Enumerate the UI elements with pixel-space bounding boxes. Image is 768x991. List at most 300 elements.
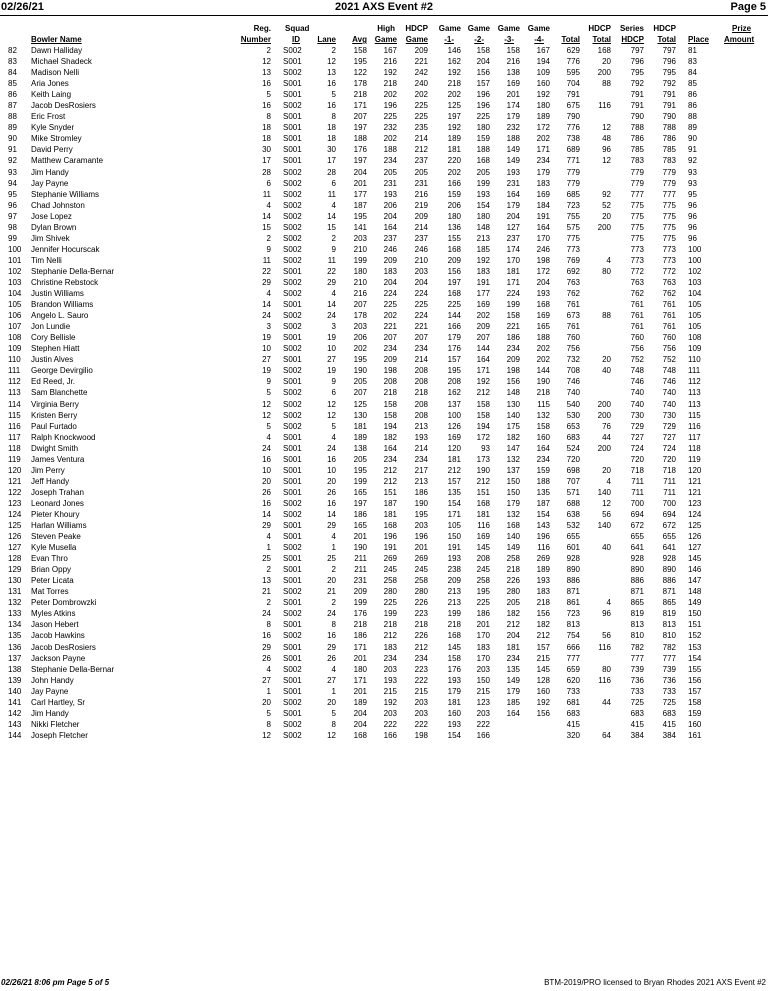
reg-number-cell: 14 [262,211,271,221]
row-number-cell: 115 [8,410,21,420]
place-cell: 103 [688,277,702,287]
hdcp-total-cell: 64 [602,730,611,740]
total-cell: 790 [566,112,580,122]
bowler-name-cell: Sam Blanchette [31,388,88,398]
series-header-2: HDCP [621,35,644,44]
bowler-name-cell: John Handy [31,675,74,685]
hdcp-game-cell: 210 [414,255,428,265]
series-hdcp-cell: 928 [630,554,644,564]
game-2-cell: 116 [477,521,490,531]
game-3-cell: 218 [506,565,520,575]
row-number-cell: 119 [8,454,21,464]
series-hdcp-cell: 777 [630,653,644,663]
high-game-cell: 193 [383,189,397,199]
high-game-cell: 212 [383,476,397,486]
series-hdcp-cell: 683 [630,708,644,718]
game-1-cell: 136 [447,222,461,232]
game-1-cell: 179 [447,333,461,343]
average-cell: 178 [353,311,367,321]
hdcp-game-cell: 245 [414,565,428,575]
game-4-cell: 182 [536,620,550,630]
lane-cell: 19 [327,333,336,343]
game-4-cell: 167 [536,46,550,55]
average-cell: 122 [353,68,367,78]
reg-number-cell: 24 [262,311,271,321]
series-hdcp-cell: 733 [630,686,644,696]
row-number-cell: 142 [8,708,22,718]
hdcp-series-total-cell: 761 [662,322,676,332]
table-row [0,410,768,421]
total-cell: 813 [566,620,580,630]
game-3-cell: 147 [506,443,520,453]
hdcp-series-total-cell: 746 [662,377,676,387]
row-number-cell: 106 [8,311,22,321]
game-4-cell: 158 [536,421,550,431]
game-3-cell: 158 [506,46,520,55]
lane-cell: 27 [327,675,336,685]
place-cell: 84 [688,68,697,78]
bowler-name-cell: Jacob DesRosiers [31,101,96,111]
game-1-cell: 120 [447,443,461,453]
row-number-cell: 111 [8,366,21,376]
high-game-cell: 225 [383,300,397,310]
table-row [0,288,768,299]
series-hdcp-cell: 655 [630,532,644,542]
hdcp-series-total-cell: 415 [662,719,676,729]
game-3-cell: 237 [506,233,520,243]
total-cell: 761 [566,300,580,310]
hdcp-total-cell: 12 [602,156,611,166]
hdcp-total-cell: 116 [598,101,611,111]
squad-id-cell: S001 [283,454,302,464]
table-row [0,200,768,211]
bowler-name-cell: Eric Frost [31,112,66,122]
squad-id-cell: S002 [283,543,302,553]
row-number-cell: 107 [8,322,22,332]
series-hdcp-cell: 384 [630,730,644,740]
row-number-cell: 126 [8,532,22,542]
high-game-cell: 207 [383,333,397,343]
squad-id-cell: S002 [283,421,302,431]
game-1-cell: 100 [447,410,461,420]
game-4-cell: 156 [536,609,550,619]
lane-cell: 6 [331,178,336,188]
squad-id-cell: S001 [283,443,302,453]
place-cell: 93 [688,178,697,188]
hdcp-series-total-cell: 700 [662,498,676,508]
game-2-cell: 157 [476,79,490,89]
place-cell: 100 [688,244,702,254]
lane-cell: 5 [331,90,336,100]
hdcp-game-cell: 225 [414,112,428,122]
game-1-cell: 171 [447,509,461,519]
average-cell: 178 [353,79,367,89]
bowler-name-cell: Stephanie Della-Bernar [31,266,115,276]
high-game-cell: 158 [383,399,397,409]
reg-number-cell: 5 [266,421,271,431]
squad-id-cell: S002 [283,399,302,409]
hdcp-series-total-cell: 760 [662,333,676,343]
hdcp-game-cell: 234 [414,653,428,663]
place-cell: 111 [688,366,701,376]
place-cell: 157 [688,686,702,696]
hdcp-game-cell: 223 [414,664,428,674]
lane-cell: 24 [327,443,336,453]
hdcp-total-cell: 40 [602,543,611,553]
total-cell: 776 [566,57,580,67]
squad-id-cell: S002 [283,388,302,398]
game-1-cell: 125 [447,101,461,111]
row-number-cell: 103 [8,277,22,287]
game-1-cell: 162 [447,388,461,398]
series-hdcp-cell: 756 [630,344,644,354]
game-2-cell: 159 [476,134,490,144]
game-2-cell: 194 [476,421,490,431]
game-4-cell: 160 [536,432,550,442]
hdcp-total-cell: 200 [597,399,611,409]
bowler-name-cell: Brandon Williams [31,300,94,310]
results-table [0,45,768,741]
game-3-cell: 150 [506,487,520,497]
game-3-cell: 179 [506,498,520,508]
hdcp-game-cell: 190 [414,498,428,508]
game-1-cell: 180 [447,211,461,221]
row-number-cell: 112 [8,377,21,387]
high-header-2: Game [374,35,397,44]
game-4-cell: 192 [536,697,550,707]
hdcp-game-cell: 201 [414,543,428,553]
reg-number-cell: 25 [262,554,271,564]
hdcp-series-total-cell: 819 [662,609,676,619]
high-game-cell: 202 [383,90,397,100]
total-cell: 723 [566,609,580,619]
place-cell: 118 [688,443,701,453]
hdcp-game-cell: 209 [414,211,428,221]
hdcp-game-cell: 269 [414,554,428,564]
place-cell: 93 [688,167,697,177]
average-cell: 195 [353,57,367,67]
bowler-name-cell: Evan Thro [31,554,68,564]
series-hdcp-cell: 796 [630,57,644,67]
place-cell: 120 [688,465,702,475]
table-row [0,78,768,89]
game-4-cell: 234 [536,156,550,166]
hdcp-series-total-cell: 672 [662,521,676,531]
squad-id-cell: S001 [283,145,302,155]
row-number-cell: 116 [8,421,21,431]
table-row [0,155,768,166]
hdcp-series-total-cell: 810 [662,631,676,641]
lane-cell: 30 [327,145,336,155]
game-1-cell: 135 [447,487,461,497]
total-cell: 732 [566,355,580,365]
total-cell: 738 [566,134,580,144]
hdcp-game-cell: 209 [414,46,428,55]
high-game-cell: 183 [383,266,397,276]
place-cell: 96 [688,222,697,232]
series-hdcp-cell: 724 [630,443,644,453]
reg-number-cell: 4 [266,289,271,299]
game-1-cell: 238 [447,565,461,575]
series-hdcp-cell: 727 [630,432,644,442]
game-3-cell: 148 [506,388,520,398]
series-hdcp-cell: 672 [630,521,644,531]
game-4-cell: 164 [536,443,550,453]
average-cell: 201 [353,686,367,696]
reg-number-cell: 8 [266,620,271,630]
game-1-cell: 145 [447,642,461,652]
hdcp-total-cell: 56 [602,509,611,519]
series-hdcp-cell: 718 [630,465,644,475]
total-cell: 683 [566,432,580,442]
hdcp-game-cell: 224 [414,289,428,299]
table-row [0,619,768,630]
hdcp-total-cell: 80 [602,664,611,674]
total-cell: 688 [566,498,580,508]
game-4-cell: 165 [536,322,550,332]
game-1-cell: 213 [447,587,461,597]
average-cell: 180 [353,664,367,674]
place-cell: 112 [688,377,701,387]
report-date: 02/26/21 [1,1,44,13]
high-game-cell: 205 [383,167,397,177]
squad-id-cell: S001 [283,432,302,442]
lane-cell: 8 [331,112,336,122]
series-hdcp-cell: 748 [630,366,644,376]
bowler-name-cell: Jim Perry [31,465,65,475]
game-1-cell: 209 [447,255,461,265]
hdcp-game-cell: 221 [414,57,428,67]
place-cell: 160 [688,719,702,729]
hdcp-game-cell: 195 [414,509,428,519]
game-4-cell: 160 [536,686,550,696]
series-hdcp-cell: 761 [630,311,644,321]
game-1-cell: 199 [447,609,461,619]
high-game-cell: 202 [383,134,397,144]
reg-number-cell: 10 [262,465,271,475]
bowler-name-cell: Virginia Berry [31,399,79,409]
total-cell: 740 [566,388,580,398]
table-row [0,531,768,542]
hdcp-series-total-cell: 773 [662,244,676,254]
squad-id-cell: S002 [283,289,302,299]
hdcp-series-total-cell: 777 [662,189,676,199]
lane-cell: 11 [327,189,336,199]
game-2-cell: 164 [476,355,490,365]
lane-cell: 16 [327,631,336,641]
game-4-cell: 144 [536,366,550,376]
game-4-cell: 218 [536,388,550,398]
series-hdcp-cell: 779 [630,167,644,177]
game-1-cell: 189 [447,134,461,144]
game-1-cell: 208 [447,377,461,387]
table-row [0,45,768,56]
game-1-cell: 156 [447,266,461,276]
hdcp-game-header-2: Game [405,35,428,44]
place-cell: 81 [688,46,697,55]
lane-cell: 12 [327,57,336,67]
place-cell: 154 [688,653,702,663]
hdcp-game-cell: 246 [414,244,428,254]
squad-id-cell: S001 [283,156,302,166]
average-cell: 195 [353,211,367,221]
squad-id-cell: S002 [283,244,302,254]
hdcp-total-cell: 200 [597,410,611,420]
squad-id-cell: S002 [283,178,302,188]
table-row [0,178,768,189]
hdcp-series-total-cell: 813 [662,620,676,630]
series-hdcp-cell: 785 [630,145,644,155]
game-4-cell: 179 [536,167,550,177]
high-game-cell: 269 [383,554,397,564]
row-number-cell: 82 [8,46,17,55]
lane-cell: 22 [327,266,336,276]
game-4-cell: 180 [536,101,550,111]
average-cell: 206 [353,333,367,343]
average-cell: 231 [353,576,367,586]
squad-id-cell: S002 [283,322,302,332]
hdcp-game-cell: 217 [414,465,428,475]
high-game-cell: 181 [383,509,397,519]
table-row [0,542,768,553]
high-game-cell: 158 [383,410,397,420]
bowler-name-cell: Jim Handy [31,708,69,718]
game-1-cell: 197 [447,112,461,122]
game-2-cell: 208 [476,554,490,564]
high-game-cell: 199 [383,609,397,619]
game-3-cell: 182 [506,609,520,619]
game4-header-2: -4- [534,35,544,44]
hdcp-series-total-cell: 729 [662,421,676,431]
reg-number-cell: 27 [262,675,271,685]
game-3-cell: 181 [506,642,520,652]
game-2-cell: 193 [476,189,490,199]
average-cell: 195 [353,465,367,475]
average-cell: 176 [353,609,367,619]
average-cell: 176 [353,145,367,155]
bowler-name-cell: Myles Atkins [31,609,76,619]
bowler-name-cell: Dylan Brown [31,222,77,232]
high-game-cell: 167 [383,46,397,55]
table-row [0,255,768,266]
average-cell: 158 [353,46,367,55]
high-game-cell: 234 [383,156,397,166]
place-cell: 90 [688,134,697,144]
row-number-cell: 140 [8,686,22,696]
squad-id-cell: S001 [283,266,302,276]
squad-id-cell: S001 [283,377,302,387]
hdcp-series-total-cell: 796 [662,57,676,67]
hdcp-total-cell: 96 [602,145,611,155]
game-4-cell: 109 [536,68,550,78]
place-cell: 146 [688,565,702,575]
high-game-cell: 204 [383,211,397,221]
hdcp-series-total-cell: 739 [662,664,676,674]
series-hdcp-cell: 865 [630,598,644,608]
total-cell: 320 [566,730,580,740]
table-row [0,167,768,178]
squad-id-cell: S001 [283,57,302,67]
hdcp-game-cell: 203 [414,697,428,707]
place-cell: 83 [688,57,697,67]
table-row [0,608,768,619]
game-2-cell: 156 [476,68,490,78]
row-number-cell: 97 [8,211,17,221]
average-cell: 195 [353,355,367,365]
total-cell: 659 [566,664,580,674]
game-3-cell: 132 [506,454,520,464]
average-cell: 190 [353,366,367,376]
bowler-name-cell: Carl Hartley, Sr [31,697,86,707]
prize-header-1: Prize [732,24,752,33]
total-cell: 779 [566,167,580,177]
game-4-cell: 172 [536,123,550,133]
game-1-cell: 158 [447,653,461,663]
game-1-cell: 176 [447,344,461,354]
squad-header-2: ID [292,35,300,44]
game-4-cell: 189 [536,112,550,122]
game-2-cell: 209 [476,322,490,332]
game-1-cell: 193 [447,675,461,685]
game-3-cell: 204 [506,631,520,641]
row-number-cell: 123 [8,498,22,508]
average-cell: 186 [353,631,367,641]
bowler-name-cell: Stephanie Williams [31,189,100,199]
hdcp-game-cell: 218 [414,388,428,398]
game-2-cell: 185 [476,244,490,254]
report-header [0,0,768,15]
average-cell: 204 [353,708,367,718]
game-3-cell: 140 [506,410,520,420]
hdcp-game-cell: 196 [414,532,428,542]
game-4-cell: 204 [536,277,550,287]
lane-cell: 18 [327,134,336,144]
game-2-cell: 148 [476,222,490,232]
total-cell: 666 [566,642,580,652]
bowler-name-cell: Mat Torres [31,587,69,597]
lane-cell: 5 [331,708,336,718]
lane-cell: 29 [327,642,336,652]
table-row [0,277,768,288]
bowler-name-cell: Jon Lundie [31,322,71,332]
lane-cell: 10 [327,344,336,354]
game-1-cell: 193 [447,554,461,564]
reg-number-cell: 4 [266,432,271,442]
game-1-cell: 218 [447,79,461,89]
row-number-cell: 117 [8,432,21,442]
row-number-cell: 84 [8,68,17,78]
game-2-cell: 180 [476,211,490,221]
place-cell: 153 [688,642,702,652]
table-row [0,509,768,520]
game-2-cell: 169 [476,300,490,310]
game-4-cell: 198 [536,255,550,265]
total-cell: 532 [566,521,580,531]
row-number-cell: 85 [8,79,17,89]
series-hdcp-cell: 720 [630,454,644,464]
squad-id-cell: S001 [283,79,302,89]
row-number-cell: 105 [8,300,22,310]
game-1-cell: 192 [447,68,461,78]
squad-id-cell: S001 [283,532,302,542]
total-cell: 861 [566,598,580,608]
total-cell: 890 [566,565,580,575]
lane-cell: 4 [331,200,336,210]
game-3-cell: 188 [506,134,520,144]
series-hdcp-cell: 641 [630,543,644,553]
high-game-cell: 183 [383,642,397,652]
total-cell: 685 [566,189,580,199]
